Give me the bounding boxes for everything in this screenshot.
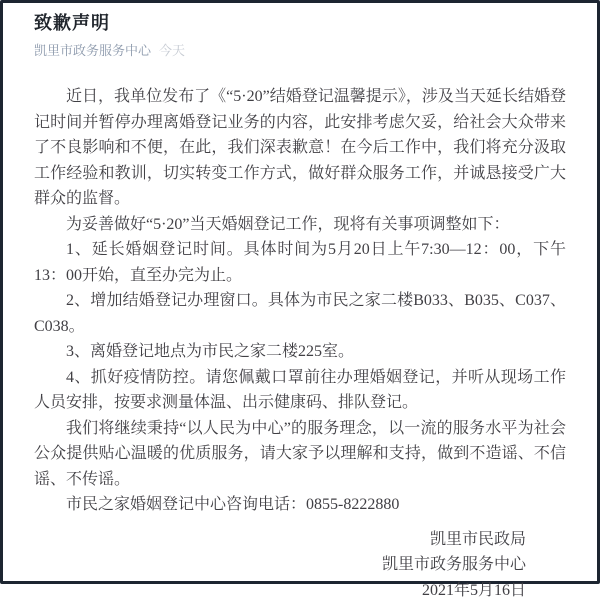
- signature-org-service-center: 凯里市政务服务中心: [34, 552, 526, 578]
- publisher-name: 凯里市政务服务中心: [34, 43, 151, 58]
- page-title: 致歉声明: [34, 12, 566, 34]
- body-paragraph-item-4: 4、抓好疫情防控。请您佩戴口罩前往办理婚姻登记，并听从现场工作人员安排，按要求测量体温、出示健康码、排队登记。: [34, 365, 566, 416]
- body-paragraph-item-2: 2、增加结婚登记办理窗口。具体为市民之家二楼B033、B035、C037、C038。: [34, 288, 566, 339]
- body-paragraph-intro: 近日，我单位发布了《“5·20”结婚登记温馨提示》，涉及当天延长结婚登记时间并暂停办理离婚登记业务的内容，此安排考虑欠妥，给社会大众带来了不良影响和不便，在此，我们深表歉意！在今后工作中，我们将充分汲取工作经验和教训，切实转变工作方式，做好群众服务工作，并诚恳接受广大群众的监督。: [34, 84, 566, 212]
- post-meta: [34, 43, 566, 59]
- body-paragraph-item-1: 1、延长婚姻登记时间。具体时间为5月20日上午7:30—12：00，下午13：00开始，直至办完为止。: [34, 237, 566, 288]
- signature-block: [34, 527, 566, 603]
- body-paragraph-phone: 市民之家婚姻登记中心咨询电话：0855-8222880: [34, 492, 566, 518]
- post-header: [34, 10, 566, 59]
- publish-time: 今天: [159, 43, 185, 58]
- body-paragraph-adjustment-lead: 为妥善做好“5·20”当天婚姻登记工作，现将有关事项调整如下：: [34, 212, 566, 238]
- signature-date: 2021年5月16日: [34, 578, 526, 603]
- body-paragraph-item-3: 3、离婚登记地点为市民之家二楼225室。: [34, 339, 566, 365]
- body-paragraph-closing: 我们将继续秉持“以人民为中心”的服务理念，以一流的服务水平为社会公众提供贴心温暖的优质服务，请大家予以理解和支持，做到不造谣、不信谣、不传谣。: [34, 416, 566, 493]
- announcement-body: [34, 84, 566, 603]
- signature-org-civil-affairs: 凯里市民政局: [34, 527, 526, 553]
